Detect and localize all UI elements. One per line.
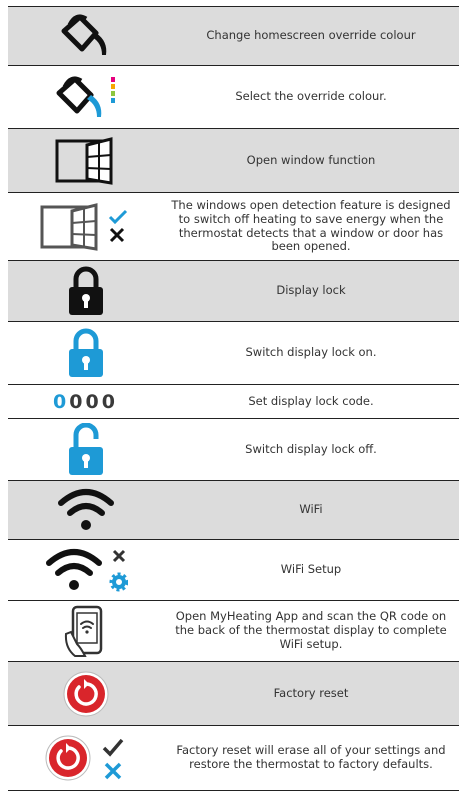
row-text: Factory reset <box>273 685 349 700</box>
factory-reset-confirm-icon <box>8 726 163 790</box>
row-text: Switch display lock on. <box>245 345 377 360</box>
table-row <box>8 384 459 418</box>
row-text: Factory reset will erase all of your settings and restore the thermostat to factory defaults. <box>176 743 446 771</box>
table-row <box>8 6 459 65</box>
lock-code-digits <box>8 385 163 418</box>
padlock-on-icon <box>8 322 163 384</box>
table-row <box>8 65 459 128</box>
row-text: Switch display lock off. <box>245 441 377 456</box>
wifi-setup-icon <box>8 540 163 600</box>
table-row <box>8 260 459 321</box>
row-text: Change homescreen override colour <box>206 28 416 43</box>
paint-bucket-icon <box>8 7 163 65</box>
instruction-table <box>8 6 459 791</box>
table-row <box>8 725 459 791</box>
table-row <box>8 480 459 539</box>
row-text: WiFi Setup <box>280 562 342 577</box>
lock-code-rest-digits: 000 <box>69 390 118 413</box>
row-text: Open window function <box>246 152 376 167</box>
row-text: WiFi <box>299 502 323 517</box>
row-text: Set display lock code. <box>248 393 374 408</box>
table-row <box>8 321 459 384</box>
table-row <box>8 418 459 480</box>
wifi-icon <box>8 481 163 539</box>
row-text: Display lock <box>276 283 346 298</box>
phone-scan-icon <box>8 601 163 661</box>
padlock-off-icon <box>8 419 163 480</box>
row-text: Open MyHeating App and scan the QR code on the back of the thermostat display to complete WiFi setup. <box>175 609 447 651</box>
table-row <box>8 661 459 725</box>
row-text: The windows open detection feature is designed to switch off heating to save energy when the thermostat detects that a window or door has been opened. <box>171 197 451 254</box>
paint-bucket-colour-icon <box>8 66 163 128</box>
factory-reset-icon <box>8 662 163 725</box>
table-row <box>8 539 459 600</box>
row-text: Select the override colour. <box>235 89 387 104</box>
window-detection-icon <box>8 193 163 260</box>
table-row <box>8 128 459 192</box>
table-row <box>8 600 459 661</box>
lock-code-first-digit: 0 <box>53 390 70 413</box>
table-row <box>8 192 459 260</box>
padlock-icon <box>8 261 163 321</box>
open-window-icon <box>8 129 163 192</box>
